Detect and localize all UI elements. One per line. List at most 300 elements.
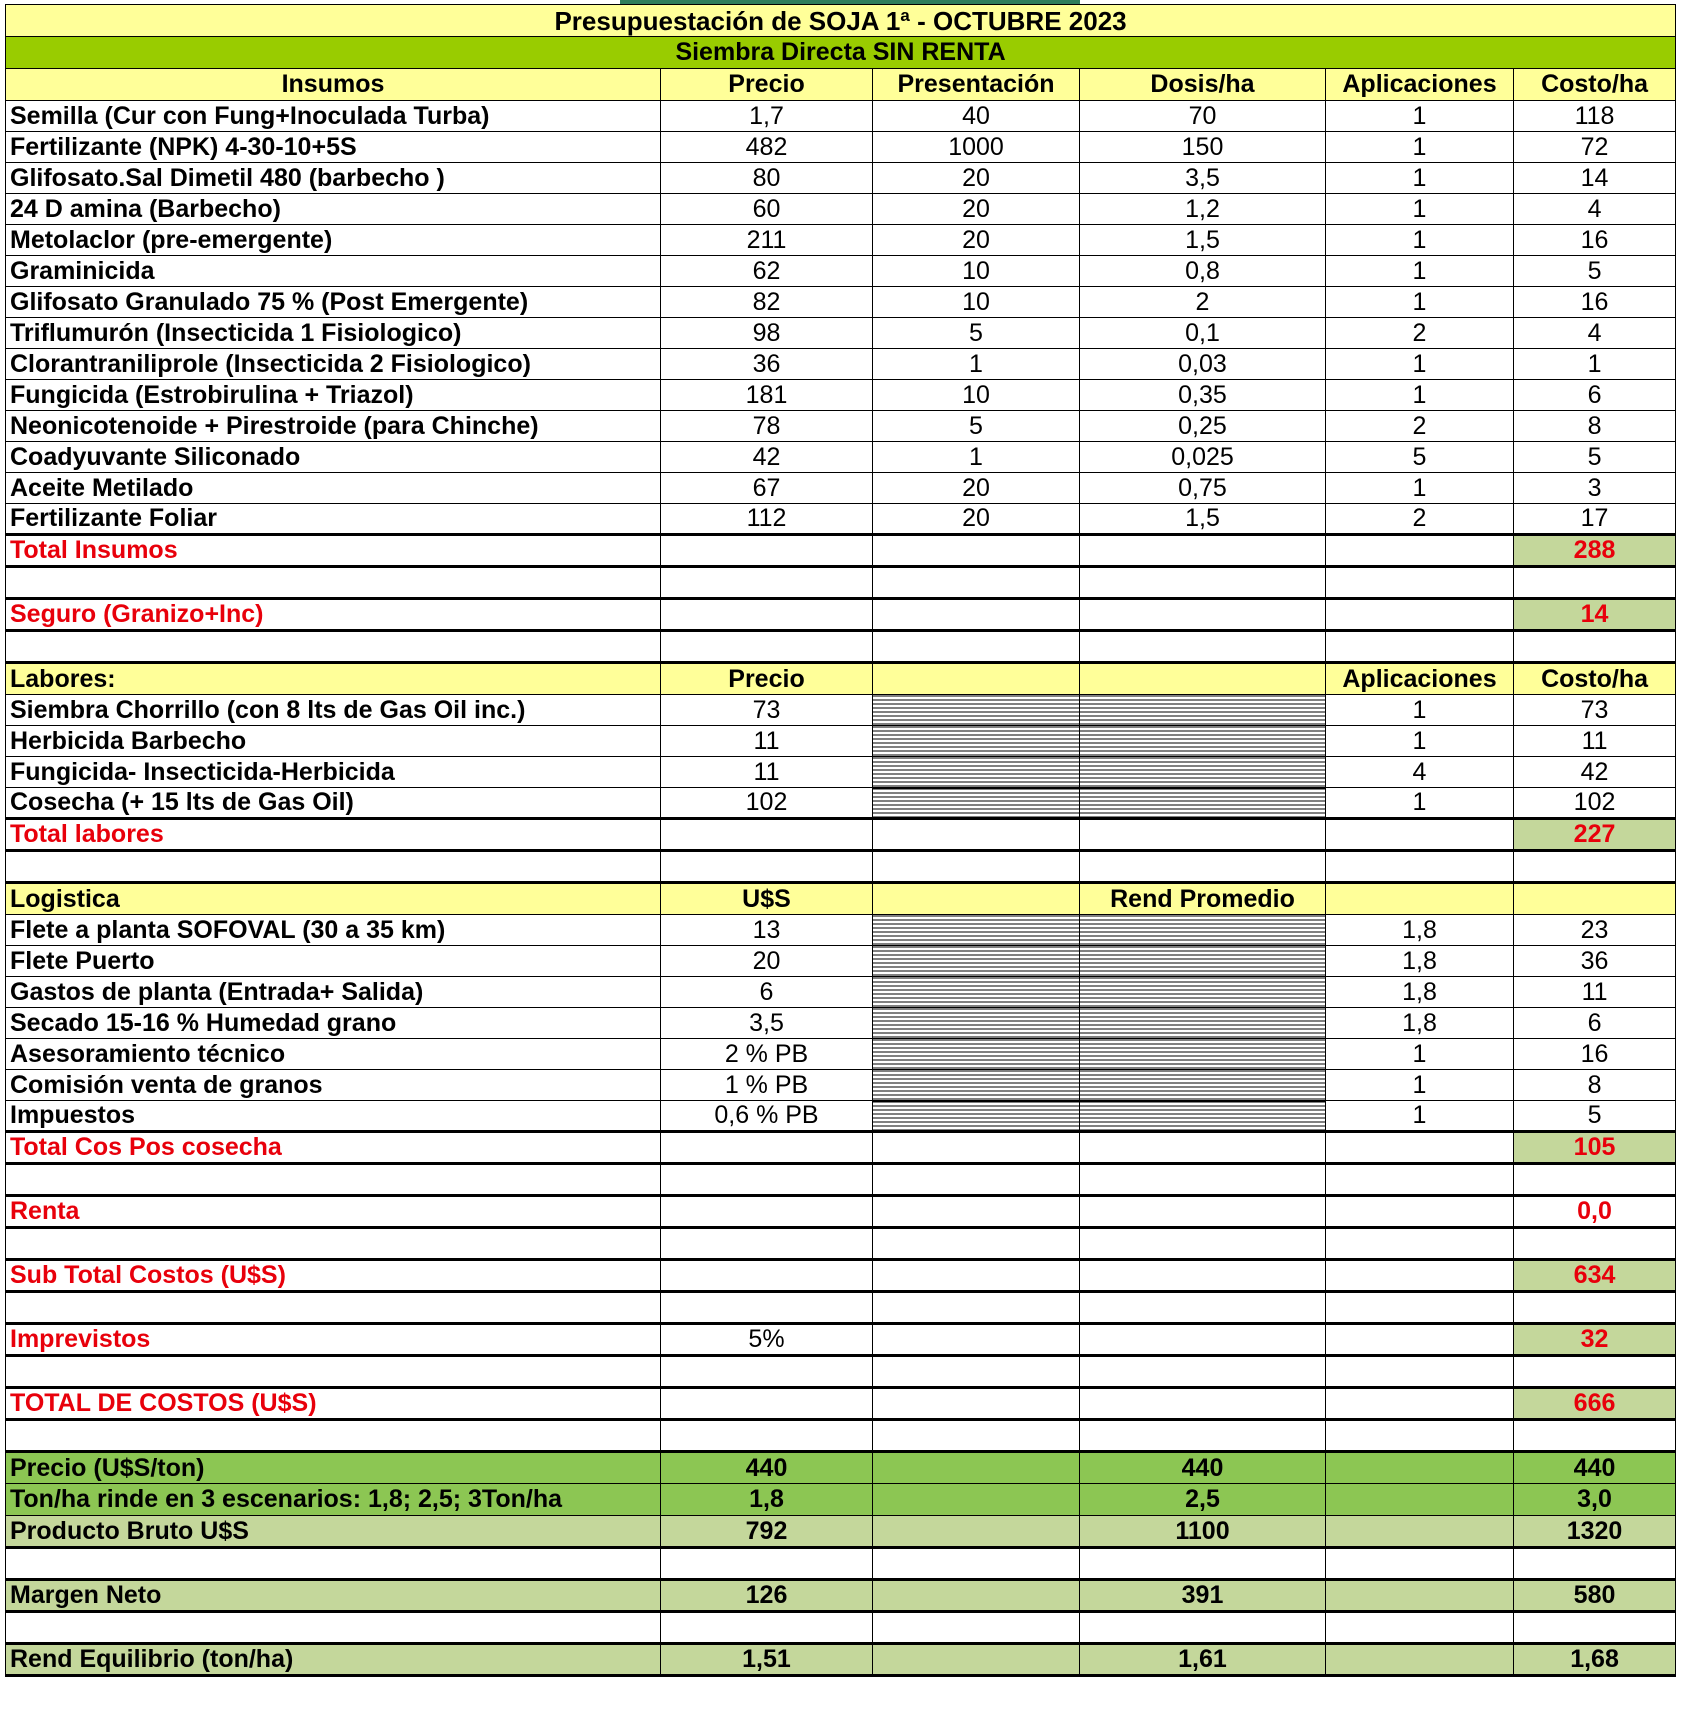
empty-cell: [873, 1132, 1080, 1164]
empty-cell: [6, 1612, 661, 1644]
insumo-value: 3,5: [1080, 163, 1326, 194]
insumo-value: 5: [1514, 442, 1676, 473]
empty-cell: [873, 1452, 1080, 1484]
empty-cell: [1326, 1452, 1514, 1484]
insumo-value: 1: [1326, 101, 1514, 132]
rinde-row-value: 2,5: [1080, 1484, 1326, 1516]
insumo-value: 118: [1514, 101, 1676, 132]
labor-price: 102: [661, 788, 873, 819]
margen-neto-row-value: 126: [661, 1580, 873, 1612]
empty-cell: [661, 851, 873, 883]
labor-name: Herbicida Barbecho: [6, 726, 661, 757]
empty-cell: [6, 631, 661, 663]
insumo-value: 181: [661, 380, 873, 411]
total-costos-row: [6, 1388, 1676, 1420]
insumo-value: 112: [661, 504, 873, 535]
page-title: Presupuestación de SOJA 1ª - OCTUBRE 2023: [6, 5, 1676, 37]
labor-cost: 42: [1514, 757, 1676, 788]
rend-equilibrio-row-value: 1,61: [1080, 1644, 1326, 1676]
hatched-cell: [873, 946, 1080, 977]
logistica-yield: 1: [1326, 1101, 1514, 1132]
empty-cell: [873, 1164, 1080, 1196]
logistica-price: 3,5: [661, 1008, 873, 1039]
insumo-value: 16: [1514, 287, 1676, 318]
labor-price: 11: [661, 757, 873, 788]
insumo-name: Graminicida: [6, 256, 661, 287]
precio-row: [6, 1452, 1676, 1484]
logistica-yield: 1,8: [1326, 1008, 1514, 1039]
logistica-price: 13: [661, 915, 873, 946]
rend-equilibrio-row-label: Rend Equilibrio (ton/ha): [6, 1644, 661, 1676]
seguro-label: Seguro (Granizo+Inc): [6, 599, 661, 631]
insumo-value: 20: [873, 225, 1080, 256]
insumo-value: 62: [661, 256, 873, 287]
margen-neto-row-label: Margen Neto: [6, 1580, 661, 1612]
empty-cell: [873, 819, 1080, 851]
total-logistica-label: Total Cos Pos cosecha: [6, 1132, 661, 1164]
column-header: Rend Promedio: [1080, 883, 1326, 915]
imprevistos-value: 32: [1514, 1324, 1676, 1356]
margen-neto-row-value: 580: [1514, 1580, 1676, 1612]
empty-cell: [1080, 1324, 1326, 1356]
insumo-name: Fungicida (Estrobirulina + Triazol): [6, 380, 661, 411]
empty-cell: [1514, 1612, 1676, 1644]
labor-applications: 1: [1326, 695, 1514, 726]
empty-cell: [1326, 567, 1514, 599]
insumo-value: 20: [873, 194, 1080, 225]
insumo-value: 0,025: [1080, 442, 1326, 473]
empty-cell: [6, 851, 661, 883]
page-subtitle: Siembra Directa SIN RENTA: [6, 37, 1676, 69]
renta-row: [6, 1196, 1676, 1228]
empty-cell: [6, 1356, 661, 1388]
logistica-row: [6, 977, 1676, 1008]
renta-value: 0,0: [1514, 1196, 1676, 1228]
hatched-cell: [1080, 1070, 1326, 1101]
empty-cell: [6, 1228, 661, 1260]
empty-cell: [1080, 851, 1326, 883]
subtotal-label: Sub Total Costos (U$S): [6, 1260, 661, 1292]
insumo-value: 2: [1326, 411, 1514, 442]
insumo-value: 0,03: [1080, 349, 1326, 380]
insumo-row: [6, 287, 1676, 318]
insumo-value: 1: [1326, 380, 1514, 411]
hatched-cell: [1080, 1039, 1326, 1070]
empty-cell: [1326, 1356, 1514, 1388]
empty-cell: [873, 1356, 1080, 1388]
labor-row: [6, 757, 1676, 788]
hatched-cell: [873, 977, 1080, 1008]
labor-cost: 73: [1514, 695, 1676, 726]
empty-cell: [661, 819, 873, 851]
empty-cell: [1326, 1228, 1514, 1260]
logistica-row: [6, 1101, 1676, 1132]
insumo-name: Glifosato.Sal Dimetil 480 (barbecho ): [6, 163, 661, 194]
empty-cell: [873, 1196, 1080, 1228]
empty-cell: [873, 535, 1080, 567]
insumo-name: Glifosato Granulado 75 % (Post Emergente): [6, 287, 661, 318]
insumo-value: 78: [661, 411, 873, 442]
empty-cell: [1080, 1612, 1326, 1644]
empty-cell: [1514, 1356, 1676, 1388]
insumo-value: 0,8: [1080, 256, 1326, 287]
insumo-row: [6, 101, 1676, 132]
total-labores-row: [6, 819, 1676, 851]
imprevistos-row: [6, 1324, 1676, 1356]
column-header: Logistica: [6, 883, 661, 915]
insumo-value: 1,7: [661, 101, 873, 132]
insumo-value: 1: [1326, 225, 1514, 256]
column-header: Precio: [661, 663, 873, 695]
empty-cell: [1326, 819, 1514, 851]
spacer-row: [6, 567, 1676, 599]
empty-cell: [1080, 819, 1326, 851]
empty-cell: [1326, 1484, 1514, 1516]
logistica-name: Asesoramiento técnico: [6, 1039, 661, 1070]
hatched-cell: [1080, 1101, 1326, 1132]
column-header: Costo/ha: [1514, 69, 1676, 101]
empty-cell: [661, 567, 873, 599]
column-header: Costo/ha: [1514, 663, 1676, 695]
empty-cell: [1326, 631, 1514, 663]
insumo-value: 0,25: [1080, 411, 1326, 442]
logistica-row: [6, 1039, 1676, 1070]
insumo-row: [6, 163, 1676, 194]
empty-cell: [661, 1164, 873, 1196]
rend-equilibrio-row-value: 1,68: [1514, 1644, 1676, 1676]
empty-cell: [1080, 1260, 1326, 1292]
labor-name: Cosecha (+ 15 lts de Gas Oil): [6, 788, 661, 819]
empty-cell: [1326, 1196, 1514, 1228]
spacer-row: [6, 1548, 1676, 1580]
insumo-name: Clorantraniliprole (Insecticida 2 Fisiologico): [6, 349, 661, 380]
empty-cell: [1326, 1164, 1514, 1196]
imprevistos-label: Imprevistos: [6, 1324, 661, 1356]
empty-cell: [873, 1580, 1080, 1612]
insumo-value: 6: [1514, 380, 1676, 411]
insumo-row: [6, 473, 1676, 504]
empty-cell: [873, 1644, 1080, 1676]
insumo-value: 5: [1514, 256, 1676, 287]
empty-cell: [661, 1612, 873, 1644]
seguro-value: 14: [1514, 599, 1676, 631]
total-logistica-row: [6, 1132, 1676, 1164]
insumo-value: 1: [1326, 349, 1514, 380]
empty-cell: [1080, 1132, 1326, 1164]
logistica-cost: 36: [1514, 946, 1676, 977]
empty-cell: [661, 1132, 873, 1164]
spacer-row: [6, 1164, 1676, 1196]
hatched-cell: [873, 757, 1080, 788]
empty-cell: [873, 1612, 1080, 1644]
rend-equilibrio-row: [6, 1644, 1676, 1676]
insumo-value: 1: [1326, 132, 1514, 163]
empty-cell: [661, 599, 873, 631]
column-header: [1326, 883, 1514, 915]
logistica-cost: 8: [1514, 1070, 1676, 1101]
total-insumos-value: 288: [1514, 535, 1676, 567]
insumo-row: [6, 256, 1676, 287]
hatched-cell: [873, 726, 1080, 757]
insumo-value: 1: [1514, 349, 1676, 380]
empty-cell: [6, 567, 661, 599]
empty-cell: [661, 1388, 873, 1420]
total-costos-label: TOTAL DE COSTOS (U$S): [6, 1388, 661, 1420]
spacer-row: [6, 1356, 1676, 1388]
empty-cell: [873, 1484, 1080, 1516]
rinde-row-label: Ton/ha rinde en 3 escenarios: 1,8; 2,5; 3Ton/ha: [6, 1484, 661, 1516]
labor-cost: 11: [1514, 726, 1676, 757]
empty-cell: [873, 1228, 1080, 1260]
column-header: Insumos: [6, 69, 661, 101]
column-header: Aplicaciones: [1326, 663, 1514, 695]
title-row: [6, 5, 1676, 37]
empty-cell: [1080, 1292, 1326, 1324]
logistica-cost: 23: [1514, 915, 1676, 946]
empty-cell: [1080, 599, 1326, 631]
empty-cell: [1080, 1356, 1326, 1388]
insumo-value: 1: [1326, 194, 1514, 225]
insumo-row: [6, 318, 1676, 349]
hatched-cell: [1080, 726, 1326, 757]
logistica-row: [6, 915, 1676, 946]
empty-cell: [1514, 1228, 1676, 1260]
insumo-value: 0,75: [1080, 473, 1326, 504]
empty-cell: [6, 1548, 661, 1580]
budget-sheet: [5, 4, 1676, 1677]
rinde-row-value: 1,8: [661, 1484, 873, 1516]
insumo-name: Triflumurón (Insecticida 1 Fisiologico): [6, 318, 661, 349]
producto-bruto-row-label: Producto Bruto U$S: [6, 1516, 661, 1548]
insumo-name: Semilla (Cur con Fung+Inoculada Turba): [6, 101, 661, 132]
column-header: [873, 883, 1080, 915]
insumo-row: [6, 225, 1676, 256]
insumo-value: 5: [1326, 442, 1514, 473]
empty-cell: [661, 631, 873, 663]
insumo-name: Coadyuvante Siliconado: [6, 442, 661, 473]
empty-cell: [1326, 535, 1514, 567]
empty-cell: [1514, 1164, 1676, 1196]
insumo-row: [6, 411, 1676, 442]
empty-cell: [1326, 851, 1514, 883]
insumo-name: 24 D amina (Barbecho): [6, 194, 661, 225]
logistica-cost: 5: [1514, 1101, 1676, 1132]
empty-cell: [873, 1292, 1080, 1324]
insumo-value: 1: [1326, 163, 1514, 194]
insumo-value: 80: [661, 163, 873, 194]
insumo-value: 1,5: [1080, 225, 1326, 256]
column-header: Labores:: [6, 663, 661, 695]
logistica-name: Flete Puerto: [6, 946, 661, 977]
sheet-body: [6, 5, 1676, 1676]
insumo-value: 10: [873, 256, 1080, 287]
logistica-name: Secado 15-16 % Humedad grano: [6, 1008, 661, 1039]
insumo-name: Neonicotenoide + Pirestroide (para Chinche): [6, 411, 661, 442]
logistica-yield: 1,8: [1326, 977, 1514, 1008]
insumo-value: 2: [1080, 287, 1326, 318]
total-costos-value: 666: [1514, 1388, 1676, 1420]
empty-cell: [661, 1356, 873, 1388]
labor-price: 73: [661, 695, 873, 726]
spacer-row: [6, 631, 1676, 663]
empty-cell: [873, 1548, 1080, 1580]
logistica-price: 0,6 % PB: [661, 1101, 873, 1132]
precio-row-label: Precio (U$S/ton): [6, 1452, 661, 1484]
producto-bruto-row-value: 1100: [1080, 1516, 1326, 1548]
spacer-row: [6, 1292, 1676, 1324]
insumo-value: 3: [1514, 473, 1676, 504]
empty-cell: [873, 1324, 1080, 1356]
hatched-cell: [873, 1101, 1080, 1132]
empty-cell: [873, 631, 1080, 663]
logistica-cost: 6: [1514, 1008, 1676, 1039]
insumo-value: 211: [661, 225, 873, 256]
insumo-value: 8: [1514, 411, 1676, 442]
hatched-cell: [1080, 977, 1326, 1008]
producto-bruto-row-value: 1320: [1514, 1516, 1676, 1548]
insumo-name: Metolaclor (pre-emergente): [6, 225, 661, 256]
empty-cell: [1326, 1580, 1514, 1612]
seguro-row: [6, 599, 1676, 631]
labores-header-row: [6, 663, 1676, 695]
logistica-row: [6, 1070, 1676, 1101]
labor-applications: 4: [1326, 757, 1514, 788]
producto-bruto-row-value: 792: [661, 1516, 873, 1548]
hatched-cell: [873, 1039, 1080, 1070]
empty-cell: [873, 1260, 1080, 1292]
insumo-row: [6, 504, 1676, 535]
column-header: Aplicaciones: [1326, 69, 1514, 101]
column-header: Dosis/ha: [1080, 69, 1326, 101]
empty-cell: [1514, 1420, 1676, 1452]
empty-cell: [1514, 851, 1676, 883]
column-header: Precio: [661, 69, 873, 101]
empty-cell: [1326, 1292, 1514, 1324]
hatched-cell: [873, 788, 1080, 819]
insumo-value: 1000: [873, 132, 1080, 163]
logistica-row: [6, 1008, 1676, 1039]
spacer-row: [6, 1612, 1676, 1644]
imprevistos-pct: 5%: [661, 1324, 873, 1356]
empty-cell: [1326, 1644, 1514, 1676]
subtotal-value: 634: [1514, 1260, 1676, 1292]
column-header: [873, 663, 1080, 695]
renta-label: Renta: [6, 1196, 661, 1228]
total-labores-label: Total labores: [6, 819, 661, 851]
insumo-value: 10: [873, 287, 1080, 318]
hatched-cell: [873, 915, 1080, 946]
insumo-value: 1: [1326, 287, 1514, 318]
labor-row: [6, 788, 1676, 819]
logistica-yield: 1,8: [1326, 915, 1514, 946]
insumo-value: 482: [661, 132, 873, 163]
hatched-cell: [873, 695, 1080, 726]
empty-cell: [1326, 1516, 1514, 1548]
hatched-cell: [1080, 757, 1326, 788]
logistica-price: 6: [661, 977, 873, 1008]
insumo-row: [6, 380, 1676, 411]
insumo-value: 1,2: [1080, 194, 1326, 225]
insumo-row: [6, 132, 1676, 163]
insumo-value: 98: [661, 318, 873, 349]
precio-row-value: 440: [1080, 1452, 1326, 1484]
rinde-row: [6, 1484, 1676, 1516]
empty-cell: [661, 1548, 873, 1580]
empty-cell: [1326, 1260, 1514, 1292]
spacer-row: [6, 1420, 1676, 1452]
column-header: [1514, 883, 1676, 915]
insumo-value: 42: [661, 442, 873, 473]
insumo-value: 20: [873, 473, 1080, 504]
margen-neto-row: [6, 1580, 1676, 1612]
column-header: [1080, 663, 1326, 695]
empty-cell: [873, 599, 1080, 631]
labor-cost: 102: [1514, 788, 1676, 819]
hatched-cell: [1080, 946, 1326, 977]
hatched-cell: [1080, 695, 1326, 726]
subtotal-row: [6, 1260, 1676, 1292]
empty-cell: [1326, 1612, 1514, 1644]
empty-cell: [1326, 1420, 1514, 1452]
empty-cell: [1080, 1228, 1326, 1260]
precio-row-value: 440: [661, 1452, 873, 1484]
logistica-cost: 16: [1514, 1039, 1676, 1070]
empty-cell: [1326, 1324, 1514, 1356]
insumo-value: 17: [1514, 504, 1676, 535]
column-header: U$S: [661, 883, 873, 915]
empty-cell: [661, 1196, 873, 1228]
insumo-value: 70: [1080, 101, 1326, 132]
empty-cell: [1080, 631, 1326, 663]
column-header: Presentación: [873, 69, 1080, 101]
logistica-name: Comisión venta de granos: [6, 1070, 661, 1101]
hatched-cell: [873, 1070, 1080, 1101]
insumo-value: 2: [1326, 318, 1514, 349]
spacer-row: [6, 1228, 1676, 1260]
rinde-row-value: 3,0: [1514, 1484, 1676, 1516]
insumo-value: 0,1: [1080, 318, 1326, 349]
empty-cell: [6, 1292, 661, 1324]
insumo-value: 0,35: [1080, 380, 1326, 411]
hatched-cell: [873, 1008, 1080, 1039]
insumo-value: 10: [873, 380, 1080, 411]
empty-cell: [1326, 1548, 1514, 1580]
insumo-value: 72: [1514, 132, 1676, 163]
empty-cell: [1080, 535, 1326, 567]
insumo-value: 20: [873, 504, 1080, 535]
insumo-name: Fertilizante Foliar: [6, 504, 661, 535]
logistica-name: Impuestos: [6, 1101, 661, 1132]
empty-cell: [873, 1516, 1080, 1548]
insumo-value: 67: [661, 473, 873, 504]
labor-row: [6, 726, 1676, 757]
insumos-header-row: [6, 69, 1676, 101]
labor-row: [6, 695, 1676, 726]
empty-cell: [1080, 1164, 1326, 1196]
logistica-header-row: [6, 883, 1676, 915]
total-insumos-label: Total Insumos: [6, 535, 661, 567]
empty-cell: [6, 1164, 661, 1196]
subtitle-row: [6, 37, 1676, 69]
logistica-row: [6, 946, 1676, 977]
empty-cell: [1326, 1388, 1514, 1420]
logistica-yield: 1: [1326, 1039, 1514, 1070]
logistica-name: Flete a planta SOFOVAL (30 a 35 km): [6, 915, 661, 946]
insumo-value: 150: [1080, 132, 1326, 163]
insumo-value: 1: [873, 442, 1080, 473]
empty-cell: [1514, 631, 1676, 663]
hatched-cell: [1080, 788, 1326, 819]
